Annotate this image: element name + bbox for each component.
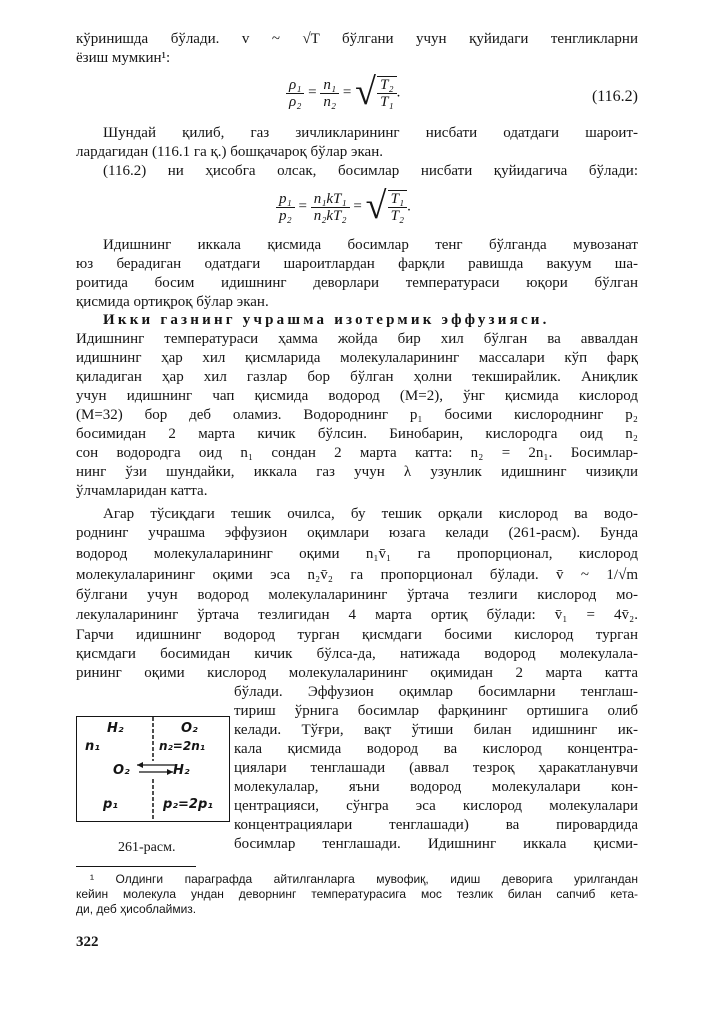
text-line: (M=32) бор деб оламиз. Водороднинг p₁ босими кислороднинг p₂ [76,407,638,423]
label-h2-left: H₂ [107,721,124,736]
text-line: (116.2) ни ҳисобга олсак, босимлар нисбати қуйидагича бўлади: [103,163,638,179]
equation-116-2: $\frac{\text{ρ₁}}{\text{ρ₂}}$ = $\frac{\text{n₁}}{\text{n₂}}$ = √ $\frac{\text{T₂}}{\text{T₁}}$ . [286,76,400,110]
label-p2-eq: p₂=2p₁ [163,797,213,812]
label-o2-flow: O₂ [113,763,130,778]
footnote-line: ди, деб ҳисоблаймиз. [76,902,197,916]
text-line: Агар тўсиқдаги тешик очилса, бу тешик орқали кислород ва водо- [103,506,638,522]
T1: T₁ [380,94,394,110]
page-number: 322 [76,934,99,950]
text-line: Шундай қилиб, газ зичликларининг нисбати одатдаги шароит- [103,125,638,141]
figure-caption: 261-расм. [118,840,176,855]
text-line: центрацияси, сўнгра эса кислород молекулалари [234,798,638,814]
text-line: бўлгани учун водород молекулаларининг ўртача тезлиги кислород мо- [76,587,638,603]
text-line: роитида босим идишнинг деворлари температураси юқори бўлган [76,275,638,291]
text-line: сон водородга оид n₁ сондан 2 марта катта: n₂ = 2n₁. Босимлар- [76,445,638,461]
footnote-line: ¹ Олдинги параграфда айтилганларга мувофиқ, идиш деворига урилгандан [90,872,638,886]
text-line: Идишнинг температураси ҳамма жойда бир хил бўлган ва аввалдан [76,331,638,347]
text-line: рининг оқими кислород молекулаларининг оқимидан 2 марта катта [76,665,638,681]
n1: n₁ [320,77,339,94]
text-line: қисмдаги босимидан кичик бўлса-да, натижада водород молекулала- [76,646,638,662]
text-line: циялари тенглашади (аввал тезроқ ҳаракатланувчи [234,760,638,776]
text-line: босимидан 2 марта кичик бўлсин. Бинобарин, кислородга оид n₂ [76,426,638,442]
equation-pressure-ratio: $\frac{\text{p₁}}{\text{p₂}}$ = $\frac{\text{n₁kT₁}}{\text{n₂kT₂}}$ = √ $\frac{\text{T₁}}{\text{T₂}}$ . [276,190,411,224]
section-heading: Икки газнинг учрашма изотермик эффузияси. [103,312,550,328]
text-line: тириш ўрнига босимлар фарқининг ортишига олиб [234,703,638,719]
text-line: лекулаларининг ўртача тезлигидан 4 марта ортиқ бўлади: v̄₁ = 4v̄₂. [76,607,638,623]
text-line: келади. Тўғри, вақт ўтиши билан идишнинг ик- [234,722,638,738]
text-line: учун идишнинг чап қисмида водород (M=2), ўнг қисмида кислород [76,388,638,404]
label-h2-flow: H₂ [173,763,190,778]
label-n2-eq: n₂=2n₁ [159,739,206,753]
T2: T₂ [377,77,397,94]
equation-number: (116.2) [591,88,638,105]
sqrt-sign: √ $\frac{\text{T₁}}{\text{T₂}}$ [366,190,408,224]
fraction-n [320,77,339,110]
denominator: n₂kT₂ [313,207,347,224]
text-line: лардагидан (116.1 га қ.) бошқачароқ бўлар экан. [76,144,383,160]
p1: p₁ [276,191,295,208]
text-line: қисмида ортиқроқ бўлар экан. [76,294,269,310]
figure-261-vessel [76,716,230,822]
footnote-line: кейин молекула ундан деворнинг температурасига мос тезлик билан сапчиб кета- [76,887,638,901]
label-o2-right: O₂ [181,721,198,736]
text-line: идишнинг ҳар хил қисмларида молекулаларининг массалари кўп фарқ [76,350,638,366]
text-line: роднинг учрашма эффузион оқимлари юзага келади (261-расм). Бунда [76,525,638,541]
T2: T₂ [390,208,405,224]
numerator: n₁kT₁ [311,191,350,208]
text-line: кўринишда бўлади. v ~ √T бўлгани учун қуйидаги тенгликларни [76,31,638,47]
T1: T₁ [388,191,408,208]
text-line: ёзиш мумкин¹: [76,50,171,66]
text-line: босимлар тенглашади. Идишнинг иккала қисми- [234,836,638,852]
fraction-rho [286,77,304,110]
text-line: ўлчамларидан катта. [76,483,208,499]
text-line: кала қисмида водород ва кислород концентра- [234,741,638,757]
rho1: ρ₁ [286,77,304,94]
text-line: концентрациялари тенглашади) ва пировардида [234,817,638,833]
text-line: юз берадиган одатдаги шароитлардан фарқли равишда вакуум ша- [76,256,638,272]
p2: p₂ [279,207,292,224]
label-p1: p₁ [103,797,118,812]
text-line: Идишнинг иккала қисмида босимлар тенг бўлганда мувозанат [103,237,638,253]
text-line: молекулалар, яъни водород молекулалари кон- [234,779,638,795]
rho2: ρ₂ [289,93,302,110]
sqrt-sign: √ $\frac{\text{T₂}}{\text{T₁}}$ [355,76,397,110]
text-line: нинг ўзи шундайки, иккала газ учун λ узунлик идишнинг чизиқли [76,464,638,480]
text-line: Гарчи идишнинг водород турган қисмдаги босими кислород турган [76,627,638,643]
text-line: водород молекулаларининг оқими n₁v̄₁ га пропорционал, кислород [76,546,638,562]
footnote-rule [76,866,196,867]
n2: n₂ [323,93,337,110]
text-line: молекулаларининг оқими эса n₂v̄₂ га пропорционал бўлади. v̄ ~ 1/√m [76,567,638,583]
text-line: қиладиган ҳар хил газлар бор бўлган ҳолни текширайлик. Аниқлик [76,369,638,385]
label-n1: n₁ [85,739,100,754]
text-line: бўлади. Эффузион оқимлар босимларни тенглаш- [234,684,638,700]
